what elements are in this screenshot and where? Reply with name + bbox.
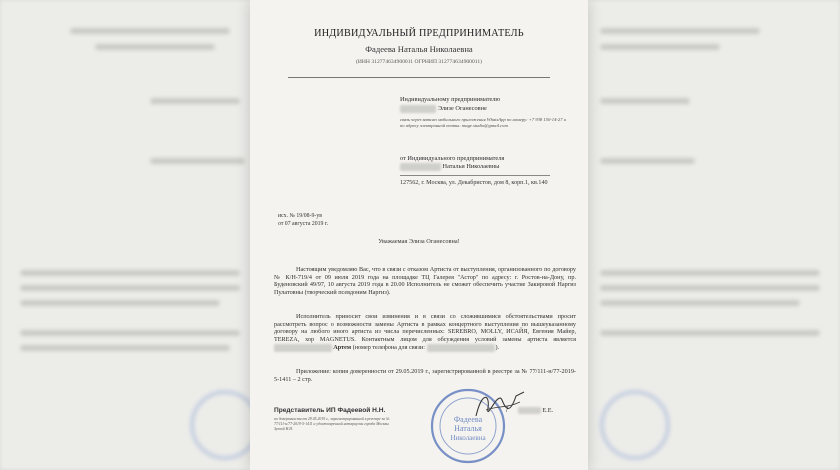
signer-title: Представитель ИП Фадеевой Н.Н. [274,407,386,414]
paragraph-2 [274,313,576,352]
reference-block [278,213,328,228]
sender-name: Натальи Николаевны [442,163,500,170]
letterhead-name: Фадеева Наталья Николаевна [365,44,473,54]
letterhead-title: ИНДИВИДУАЛЬНЫЙ ПРЕДПРИНИМАТЕЛЬ [314,28,524,39]
recipient-name: Элизе Оганесовне [437,105,487,112]
contact-close: ). [495,343,500,351]
sender-line1: от Индивидуального предпринимателя [400,155,505,162]
greeting: Уважаемая Элиза Оганесовна! [378,238,460,245]
letter-document [250,0,588,470]
sender-block [400,155,568,171]
paragraph-2-text: Исполнитель приносит свои извинения и в связи со сложившимися обстоятельствами просит рассмотреть вопрос о возможности замены Артиста в рамках концертного выступления по вышеуказанному договору на любого иного артиста из числа перечисленных: SEREBRO, MOLLY, ИСАЙЯ, Евгения Майер, TEREZA, хор MAGNETUS. Контактным лицом для обсуждения условий замены артиста является [274,313,576,344]
signature-name [518,407,553,414]
signature-initials: Е.Е. [542,407,554,414]
signer-authority: по доверенности от 29.05.2019 г., зарегистрированной в реестре за № 77/111-н/77-2019-5-1411 и удостоверенной нотариусом города Москвы Зуевой Н.И. [274,417,390,431]
recipient-block [400,96,568,113]
redacted-surname [400,163,441,171]
sender-address: 127562, г. Москва, ул. Декабристов, дом 8, корп.1, кв.140 [400,180,548,186]
letterhead-divider [288,77,550,78]
background-blur-left [0,0,260,470]
redacted-surname [400,105,436,113]
letterhead-ids: (ИНН 312774634900011 ОГРНИП 312774634900011) [355,59,483,65]
reference-number: исх. № 19/08-9-ув [278,213,322,219]
handwritten-signature [472,386,532,426]
attachment-note: Приложение: копия доверенности от 29.05.2019 г., зарегистрированной в реестре за № 77/111-н/77-2019-5-1411 – 2 стр. [274,368,576,383]
signature-slash: / [506,404,509,414]
redacted-surname [518,407,541,414]
sender-divider [400,175,550,176]
reference-date: от 07 августа 2019 г. [278,220,329,227]
svg-text:Николаевна: Николаевна [450,434,486,442]
redacted-phone [427,344,496,352]
recipient-line2 [400,105,568,113]
svg-text:Наталья: Наталья [454,424,482,433]
contact-phone-label: (номер телефона для связи: [352,343,425,351]
contact-name: Артем [333,343,352,351]
recipient-contact-note: связь через ватсап мобильного приложения WhatsApp по номеру: +7 938 150-14-27 и по адресу электронной почты: mage.studio@gmail.com [400,117,566,128]
background-blur-right [580,0,840,470]
recipient-line1: Индивидуальному предпринимателю [400,96,501,103]
redacted-surname [274,344,332,352]
svg-text:Фадеева: Фадеева [453,415,483,424]
sender-line2 [400,163,568,171]
paragraph-1: Настоящим уведомляю Вас, что в связи с отказом Артиста от выступления, организованного по договору № К/Н-719/4 от 09 июля 2019 года на площадке ТЦ Галерея "Астор" по адресу: г. Ростов-на-Дону, пр. Буденовский 49/97, 10 августа 2019 года в 20.00 Исполнитель не сможет обеспечить участие Закировой Наргиз Пулатовны (творческий псевдоним Наргиз). [274,266,576,297]
